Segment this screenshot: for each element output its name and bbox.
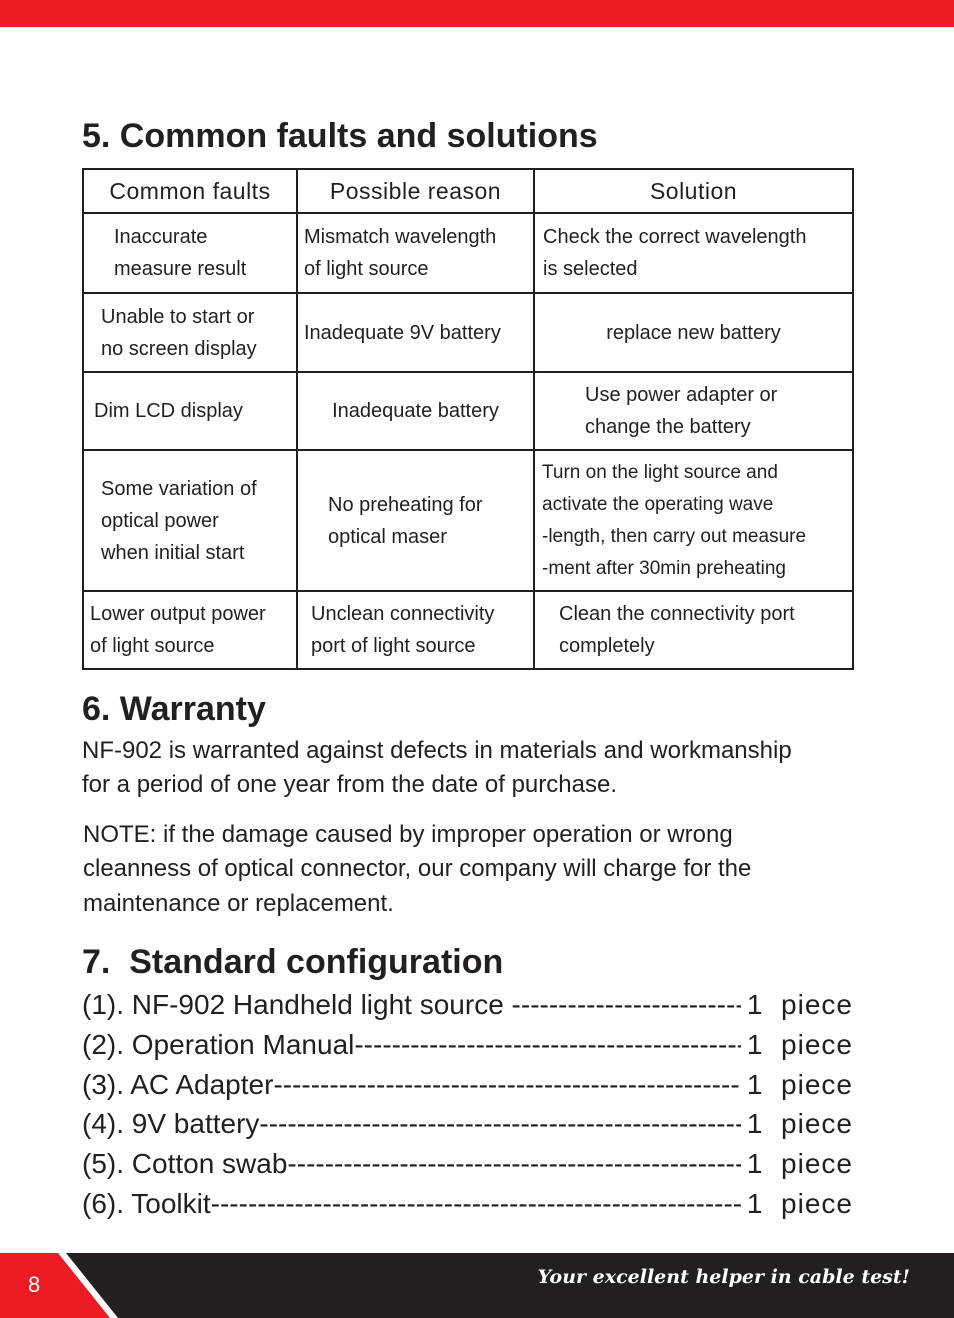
item-label: (6). Toolkit [82, 1187, 211, 1219]
section-title-warranty: 6. Warranty [82, 690, 266, 728]
warranty-text-line: NF-902 is warranted against defects in materials and workmanship [82, 737, 792, 764]
reason-cell [297, 591, 534, 669]
reason-text: Mismatch wavelength [304, 226, 497, 248]
page-number: 8 [28, 1272, 41, 1297]
fault-cell [83, 450, 297, 591]
table-row [83, 591, 853, 669]
solution-text: completely [559, 635, 655, 657]
top-accent-bar [0, 0, 954, 27]
fault-text: Some variation of [101, 477, 257, 500]
dot-leader [211, 1184, 741, 1224]
item-label: (4). 9V battery [82, 1108, 260, 1140]
table-row [83, 450, 853, 591]
reason-cell [297, 450, 534, 591]
item-label: (5). Cotton swab [82, 1148, 288, 1180]
fault-cell [83, 372, 297, 450]
reason-cell [297, 372, 534, 450]
reason-cell [297, 293, 534, 372]
warranty-text-line: for a period of one year from the date of purchase. [82, 771, 617, 798]
item-label: (3). AC Adapter [82, 1068, 274, 1100]
reason-text: optical maser [328, 525, 447, 548]
reason-text: Inadequate battery [332, 400, 499, 422]
column-header-faults: Common faults [83, 169, 297, 213]
note-text-line: maintenance or replacement. [83, 890, 394, 917]
list-item [82, 985, 853, 1025]
solution-text: is selected [543, 258, 638, 280]
solution-cell [534, 293, 853, 372]
reason-text: port of light source [311, 635, 476, 657]
solution-text: Use power adapter or [585, 384, 778, 406]
list-item [82, 1065, 853, 1105]
section-title-configuration: 7. Standard configuration [82, 943, 504, 981]
solution-text: Check the correct wavelength [543, 226, 807, 248]
fault-cell [83, 591, 297, 669]
table-header-row [83, 169, 853, 213]
dot-leader [259, 1104, 741, 1144]
fault-text: Inaccurate [114, 226, 208, 248]
fault-text: no screen display [101, 337, 257, 360]
note-text-line: cleanness of optical connector, our company will charge for the [83, 855, 752, 882]
item-quantity: 1 piece [746, 1108, 853, 1140]
dot-leader [354, 1025, 741, 1065]
solution-text: change the battery [585, 416, 751, 438]
table-row [83, 213, 853, 293]
item-quantity: 1 piece [746, 1148, 853, 1180]
solution-cell [534, 372, 853, 450]
fault-text: Lower output power [90, 603, 266, 625]
fault-cell [83, 213, 297, 293]
item-quantity: 1 piece [746, 1028, 853, 1060]
item-quantity: 1 piece [746, 1068, 853, 1100]
solution-cell [534, 450, 853, 591]
item-label: (1). NF-902 Handheld light source [82, 989, 512, 1020]
list-item [82, 1104, 853, 1144]
reason-text: No preheating for [328, 493, 483, 516]
fault-text: Dim LCD display [94, 400, 243, 422]
dot-leader [273, 1065, 740, 1105]
reason-text: of light source [304, 258, 429, 280]
table-row [83, 293, 853, 372]
fault-text: of light source [90, 635, 215, 657]
list-item [82, 1025, 853, 1065]
faults-table [82, 168, 854, 670]
solution-text: -ment after 30min preheating [542, 557, 786, 579]
fault-text: when initial start [101, 541, 245, 564]
solution-text: replace new battery [606, 321, 781, 344]
configuration-list [82, 985, 853, 1224]
fault-text: optical power [101, 509, 219, 532]
section-title-faults: 5. Common faults and solutions [82, 117, 598, 155]
item-quantity: 1 piece [746, 989, 853, 1020]
solution-text: Turn on the light source and [542, 461, 778, 483]
solution-cell [534, 591, 853, 669]
fault-text: measure result [114, 258, 247, 280]
fault-text: Unable to start or [101, 305, 255, 328]
note-text-line: NOTE: if the damage caused by improper operation or wrong [83, 821, 733, 848]
footer-tagline: Your excellent helper in cable test! [537, 1266, 910, 1288]
item-label: (2). Operation Manual [82, 1028, 355, 1060]
solution-text: -length, then carry out measure [542, 525, 807, 547]
dot-leader [287, 1144, 741, 1184]
table-row [83, 372, 853, 450]
column-header-reason: Possible reason [297, 169, 534, 213]
solution-text: Clean the connectivity port [559, 603, 795, 625]
item-quantity: 1 piece [746, 1187, 853, 1219]
reason-cell [297, 213, 534, 293]
dot-leader [512, 985, 741, 1025]
fault-cell [83, 293, 297, 372]
solution-text: activate the operating wave [542, 493, 774, 515]
reason-text: Unclean connectivity [311, 603, 495, 625]
reason-text: Inadequate 9V battery [304, 321, 501, 344]
solution-cell [534, 213, 853, 293]
list-item [82, 1144, 853, 1184]
column-header-solution: Solution [534, 169, 853, 213]
list-item [82, 1184, 853, 1224]
